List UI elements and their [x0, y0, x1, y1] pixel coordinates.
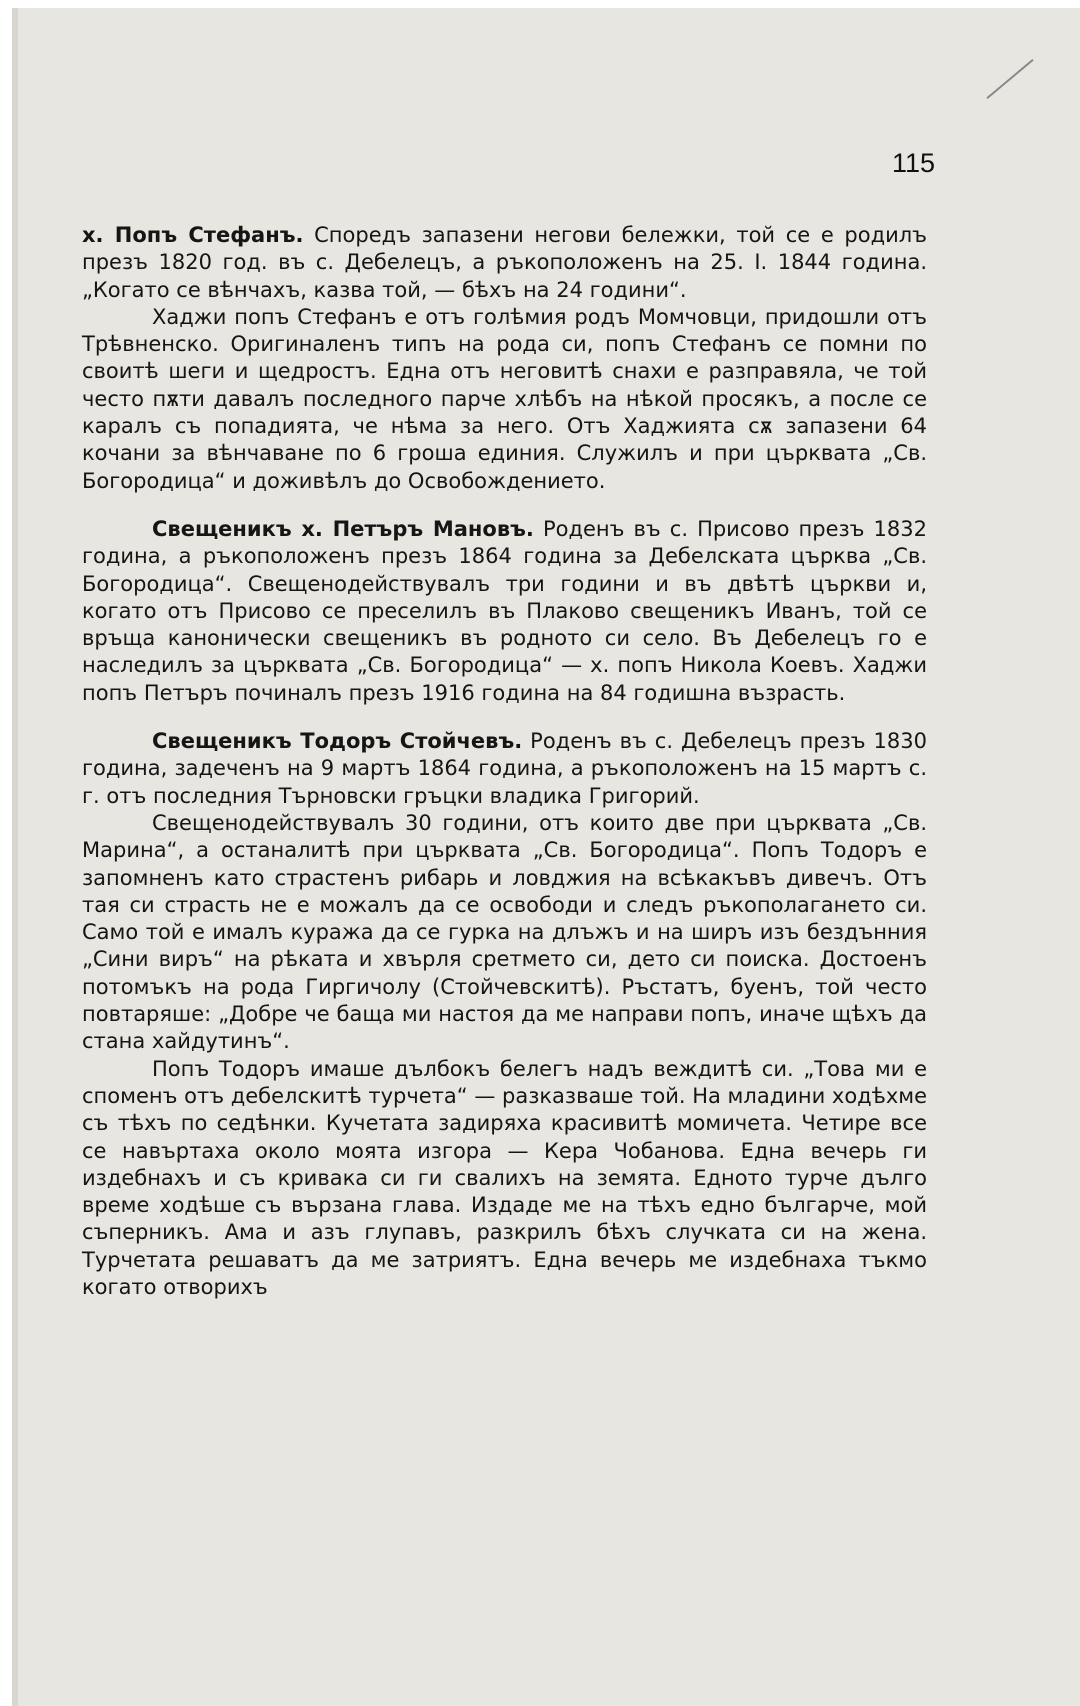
paragraph-pop-stefan: [82, 222, 927, 304]
entry-heading: Свещеникъ х. Петъръ Мановъ.: [152, 516, 534, 541]
paragraph-text: Попъ Тодоръ имаше дълбокъ белегъ надъ веждитѣ си. „Това ми е споменъ отъ дебелскитѣ турчета“ — разказваше той. На младини ходѣхме съ тѣхъ по седѣнки. Кучетата задиряха красивитѣ момичета. Четире все се навъртаха около моята изгора — Кера Чобанова. Една вечерь ги издебнахъ и съ кривака си ги свалихъ на земята. Едното турче дълго време ходѣше съ вързана глава. Издаде ме на тѣхъ едно българче, мой съперникъ. Ама и азъ глупавъ, разкрилъ бѣхъ случката си на жена. Турчетата решаватъ да ме затриятъ. Една вечерь ме издебнаха тъкмо когато отворихъ: [82, 1056, 928, 1299]
paragraph-todor-stoychev: [82, 728, 927, 810]
paragraph-text: Свещенодействувалъ 30 години, отъ които две при църквата „Св. Марина“, а останалитѣ при църквата „Св. Богородица“. Попъ Тодоръ е запомненъ като страстенъ рибарь и ловджия на всѣкакъвъ дивечъ. Отъ тая си страсть не е можалъ да се освободи и следъ ръкополагането си. Само той е ималъ куража да се гурка на длъжъ и на ширъ изъ бездънния „Сини виръ“ на рѣката и хвърля сретмето си, дето си поиска. Достоенъ потомъкъ на рода Гиргичолу (Стойчевскитѣ). Ръстатъ, буенъ, той често повтаряше: „Добре че баща ми настоя да ме направи попъ, иначе щѣхъ да стана хайдутинъ“.: [82, 810, 927, 1054]
paragraph-momchovtsi: [82, 304, 927, 495]
paragraph-service: [82, 810, 927, 1056]
page-number: 115: [892, 148, 936, 178]
scanned-page: [12, 8, 1080, 1706]
paragraph-text: Споредъ запазени негови бележки, той се е родилъ презъ 1820 год. въ с. Дебелецъ, а ръкоположенъ на 25. I. 1844 година. „Когато се вѣнчахъ, казва той, — бѣхъ на 24 години“.: [82, 223, 927, 302]
paragraph-petar-manov: [82, 516, 927, 707]
body-text: [82, 222, 927, 1301]
paragraph-text: Роденъ въ с. Дебелецъ презъ 1830 година, задеченъ на 9 мартъ 1864 година, а ръкоположенъ на 15 мартъ с. г. отъ последния Търновски гръцки владика Григорий.: [82, 729, 927, 808]
paragraph-text: Роденъ въ с. Присово презъ 1832 година, а ръкоположенъ презъ 1864 година за Дебелската църква „Св. Богородица“. Свещенодействувалъ три години и въ двѣтѣ църкви и, когато отъ Присово се преселилъ въ Плаково свещеникъ Иванъ, той се връща канонически свещеникъ въ родното си село. Въ Дебелецъ го е наследилъ за църквата „Св. Богородица“ — х. попъ Никола Коевъ. Хаджи попъ Петъръ починалъ презъ 1916 година на 84 годишна възрасть.: [82, 516, 927, 705]
paragraph-text: Хаджи попъ Стефанъ е отъ голѣмия родъ Момчовци, придошли отъ Трѣвненско. Оригиналенъ типъ на рода си, попъ Стефанъ се помни по своитѣ шеги и щедростъ. Една отъ неговитѣ снахи е разправяла, че той често пѫти давалъ последного парче хлѣбъ на нѣкой просякъ, а после се каралъ съ попадията, че нѣма за него. Отъ Хаджията сѫ запазени 64 кочани за вѣнчаване по 6 гроша единия. Служилъ и при църквата „Св. Богородица“ и доживѣлъ до Освобождението.: [82, 304, 927, 493]
page-edge-shadow: [12, 8, 18, 1706]
entry-heading: х. Попъ Стефанъ.: [82, 223, 304, 247]
corner-pencil-mark: [986, 59, 1033, 99]
entry-heading: Свещеникъ Тодоръ Стойчевъ.: [152, 729, 523, 754]
paragraph-scar-story: [82, 1056, 927, 1302]
